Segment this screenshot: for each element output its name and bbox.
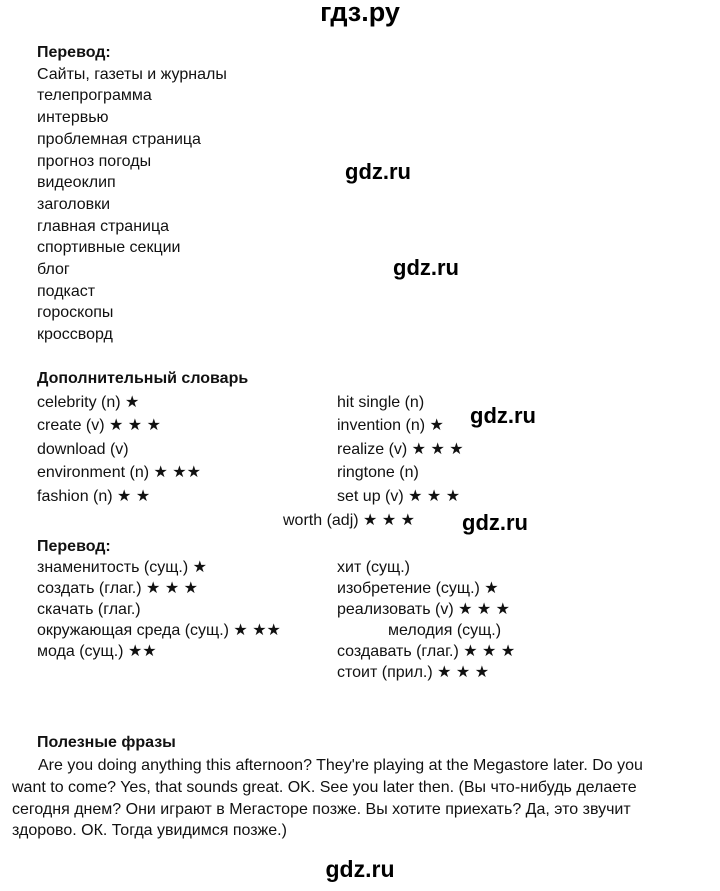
translation-row	[37, 620, 697, 641]
gdz-watermark: gdz.ru	[462, 510, 528, 535]
vocab-term: ringtone (n)	[337, 464, 419, 482]
vocab-term: download (v)	[37, 440, 129, 458]
translation-term: знаменитость (сущ.) ★	[37, 559, 207, 576]
paragraph-line: здорово. ОК. Тогда увидимся позже.)	[12, 822, 287, 840]
vocab-term: environment (n) ★ ★★	[37, 464, 201, 482]
list-item: видеоклип	[37, 174, 116, 192]
list-item: проблемная страница	[37, 130, 201, 148]
vocab-row	[37, 391, 697, 415]
vocab-term: invention (n) ★	[337, 417, 444, 435]
vocab-term: fashion (n) ★ ★	[37, 487, 151, 505]
vocab-term: set up (v) ★ ★ ★	[337, 487, 461, 505]
list-item: прогноз погоды	[37, 152, 152, 170]
list-item: телепрограмма	[37, 87, 152, 105]
translation-term: создавать (глаг.) ★ ★ ★	[337, 643, 516, 660]
translation-term: стоит (прил.) ★ ★ ★	[337, 664, 490, 681]
translation-row	[37, 557, 697, 578]
vocab-term: create (v) ★ ★ ★	[37, 417, 161, 435]
translation-term: мода (сущ.) ★★	[37, 643, 157, 660]
translation-1-header: Перевод:	[37, 44, 111, 61]
translation-2-header: Перевод:	[37, 538, 111, 555]
vocabulary-section	[37, 367, 697, 532]
translation-term: окружающая среда (сущ.) ★ ★★	[37, 622, 281, 639]
paragraph-line: Are you doing anything this afternoon? They're playing at the Megastore later. Do you	[38, 757, 643, 774]
translation-row	[37, 599, 697, 620]
vocab-term: worth (adj) ★ ★ ★	[283, 511, 415, 529]
translation-row	[37, 662, 697, 683]
translation-section-1	[37, 42, 227, 346]
list-item: подкаст	[37, 282, 96, 300]
list-item: спортивные секции	[37, 239, 181, 257]
vocab-term: realize (v) ★ ★ ★	[337, 440, 464, 458]
gdz-watermark: gdz.ru	[393, 255, 459, 280]
phrases-paragraph	[12, 755, 712, 842]
vocabulary-header: Дополнительный словарь	[37, 370, 249, 387]
paragraph-line: сегодня днем? Они играют в Мегасторе позже. Вы хотите приехать? Да, это звучит	[12, 800, 631, 818]
translation-term: мелодия (сущ.)	[388, 622, 502, 639]
vocab-term: celebrity (n) ★	[37, 393, 140, 411]
translation-section-2	[37, 536, 697, 683]
translation-term: хит (сущ.)	[337, 559, 410, 576]
site-title: гдз.ру	[320, 0, 400, 27]
list-item: главная страница	[37, 217, 170, 235]
translation-term: изобретение (сущ.) ★	[337, 580, 499, 597]
translation-row	[37, 641, 697, 662]
translation-term: скачать (глаг.)	[37, 601, 141, 618]
gdz-watermark: gdz.ru	[470, 403, 536, 428]
vocab-row	[37, 461, 697, 485]
gdz-watermark: gdz.ru	[345, 159, 411, 184]
list-item: гороскопы	[37, 304, 114, 322]
translation-term: создать (глаг.) ★ ★ ★	[37, 580, 198, 597]
list-item: заголовки	[37, 195, 111, 213]
vocab-row	[37, 438, 697, 462]
phrases-header: Полезные фразы	[37, 734, 176, 751]
gdz-footer-watermark: gdz.ru	[325, 856, 395, 882]
list-item: блог	[37, 261, 70, 279]
translation-row	[37, 578, 697, 599]
vocab-row	[37, 485, 697, 509]
list-item: кроссворд	[37, 326, 113, 344]
paragraph-line: want to come? Yes, that sounds great. OK. See you later then. (Вы что-нибудь делаете	[12, 778, 637, 796]
list-item: Сайты, газеты и журналы	[37, 65, 227, 83]
list-item: интервью	[37, 109, 109, 127]
vocab-row	[37, 414, 697, 438]
vocab-term: hit single (n)	[337, 393, 425, 411]
translation-term: реализовать (v) ★ ★ ★	[337, 601, 511, 618]
